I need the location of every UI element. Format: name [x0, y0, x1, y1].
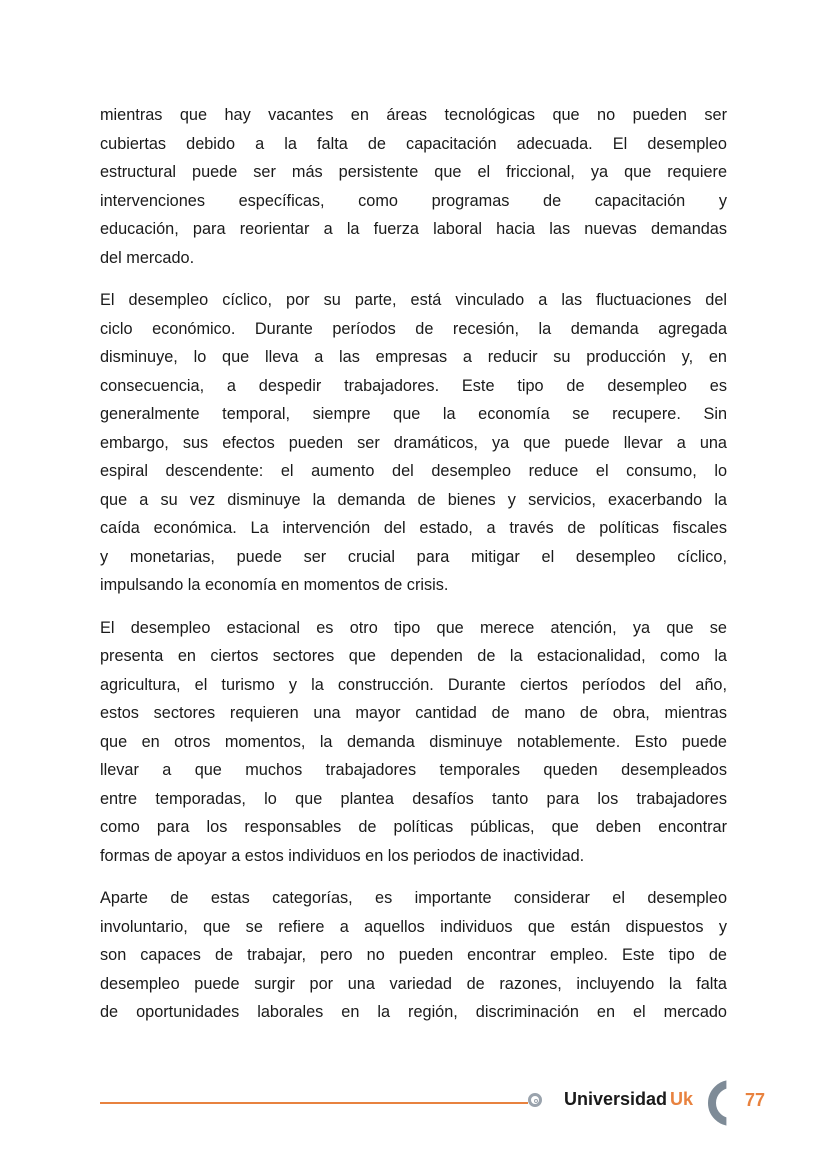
text-line: desempleo puede surgir por una variedad de razones, incluyendo la falta	[100, 974, 727, 993]
text-line: entre temporadas, lo que plantea desafíos tanto para los trabajadores	[100, 789, 727, 808]
paragraph	[100, 884, 727, 1027]
text-line: mientras que hay vacantes en áreas tecnológicas que no pueden ser	[100, 106, 727, 124]
paragraph	[100, 101, 727, 272]
text-line: involuntario, que se refiere a aquellos individuos que están dispuestos y	[100, 917, 727, 936]
text-line: son capaces de trabajar, pero no pueden encontrar empleo. Este tipo de	[100, 946, 727, 964]
text-line: formas de apoyar a estos individuos en los periodos de inactividad.	[100, 846, 585, 865]
text-line: espiral descendente: el aumento del desempleo reduce el consumo, lo	[100, 462, 727, 480]
text-line: estos sectores requieren una mayor cantidad de mano de obra, mientras	[100, 704, 727, 722]
brand-accent: Uk	[670, 1089, 694, 1109]
text-line: y monetarias, puede ser crucial para mitigar el desempleo cíclico,	[100, 547, 727, 566]
text-line: consecuencia, a despedir trabajadores. Este tipo de desempleo es	[100, 376, 727, 395]
text-line: intervenciones específicas, como programas de capacitación y	[100, 191, 727, 210]
text-line: El desempleo estacional es otro tipo que merece atención, ya que se	[100, 618, 727, 637]
text-line: llevar a que muchos trabajadores temporales queden desempleados	[100, 761, 727, 779]
paragraph	[100, 286, 727, 600]
text-line: que a su vez disminuye la demanda de bienes y servicios, exacerbando la	[100, 490, 727, 509]
page-number: 77	[745, 1090, 766, 1110]
brand-name: Universidad	[564, 1089, 668, 1109]
arc-decoration-icon	[708, 1080, 748, 1126]
text-line: caída económica. La intervención del estado, a través de políticas fiscales	[100, 519, 727, 537]
text-line: que en otros momentos, la demanda disminuye notablemente. Esto puede	[100, 732, 727, 751]
text-line: impulsando la economía en momentos de crisis.	[100, 576, 449, 594]
text-line: generalmente temporal, siempre que la economía se recupere. Sin	[100, 405, 727, 423]
text-line: El desempleo cíclico, por su parte, está vinculado a las fluctuaciones del	[100, 291, 727, 309]
text-line: cubiertas debido a la falta de capacitación adecuada. El desempleo	[100, 134, 727, 153]
footer-divider	[100, 1102, 528, 1104]
text-line: del mercado.	[100, 248, 195, 267]
logo-ring-icon	[528, 1093, 542, 1107]
text-line: ciclo económico. Durante períodos de recesión, la demanda agregada	[100, 319, 727, 338]
brand-logo	[564, 1089, 693, 1110]
paragraph	[100, 614, 727, 871]
text-line: agricultura, el turismo y la construcción. Durante ciertos períodos del año,	[100, 675, 727, 694]
text-line: disminuye, lo que lleva a las empresas a reducir su producción y, en	[100, 348, 727, 366]
text-line: estructural puede ser más persistente que el friccional, ya que requiere	[100, 163, 727, 181]
text-line: Aparte de estas categorías, es importante considerar el desempleo	[100, 889, 727, 907]
text-line: embargo, sus efectos pueden ser dramáticos, ya que puede llevar a una	[100, 433, 727, 452]
text-line: presenta en ciertos sectores que dependen de la estacionalidad, como la	[100, 647, 727, 665]
body-text	[100, 101, 727, 1041]
text-line: educación, para reorientar a la fuerza laboral hacia las nuevas demandas	[100, 220, 727, 238]
text-line: como para los responsables de políticas públicas, que deben encontrar	[100, 818, 727, 836]
text-line: de oportunidades laborales en la región, discriminación en el mercado	[100, 1003, 727, 1021]
